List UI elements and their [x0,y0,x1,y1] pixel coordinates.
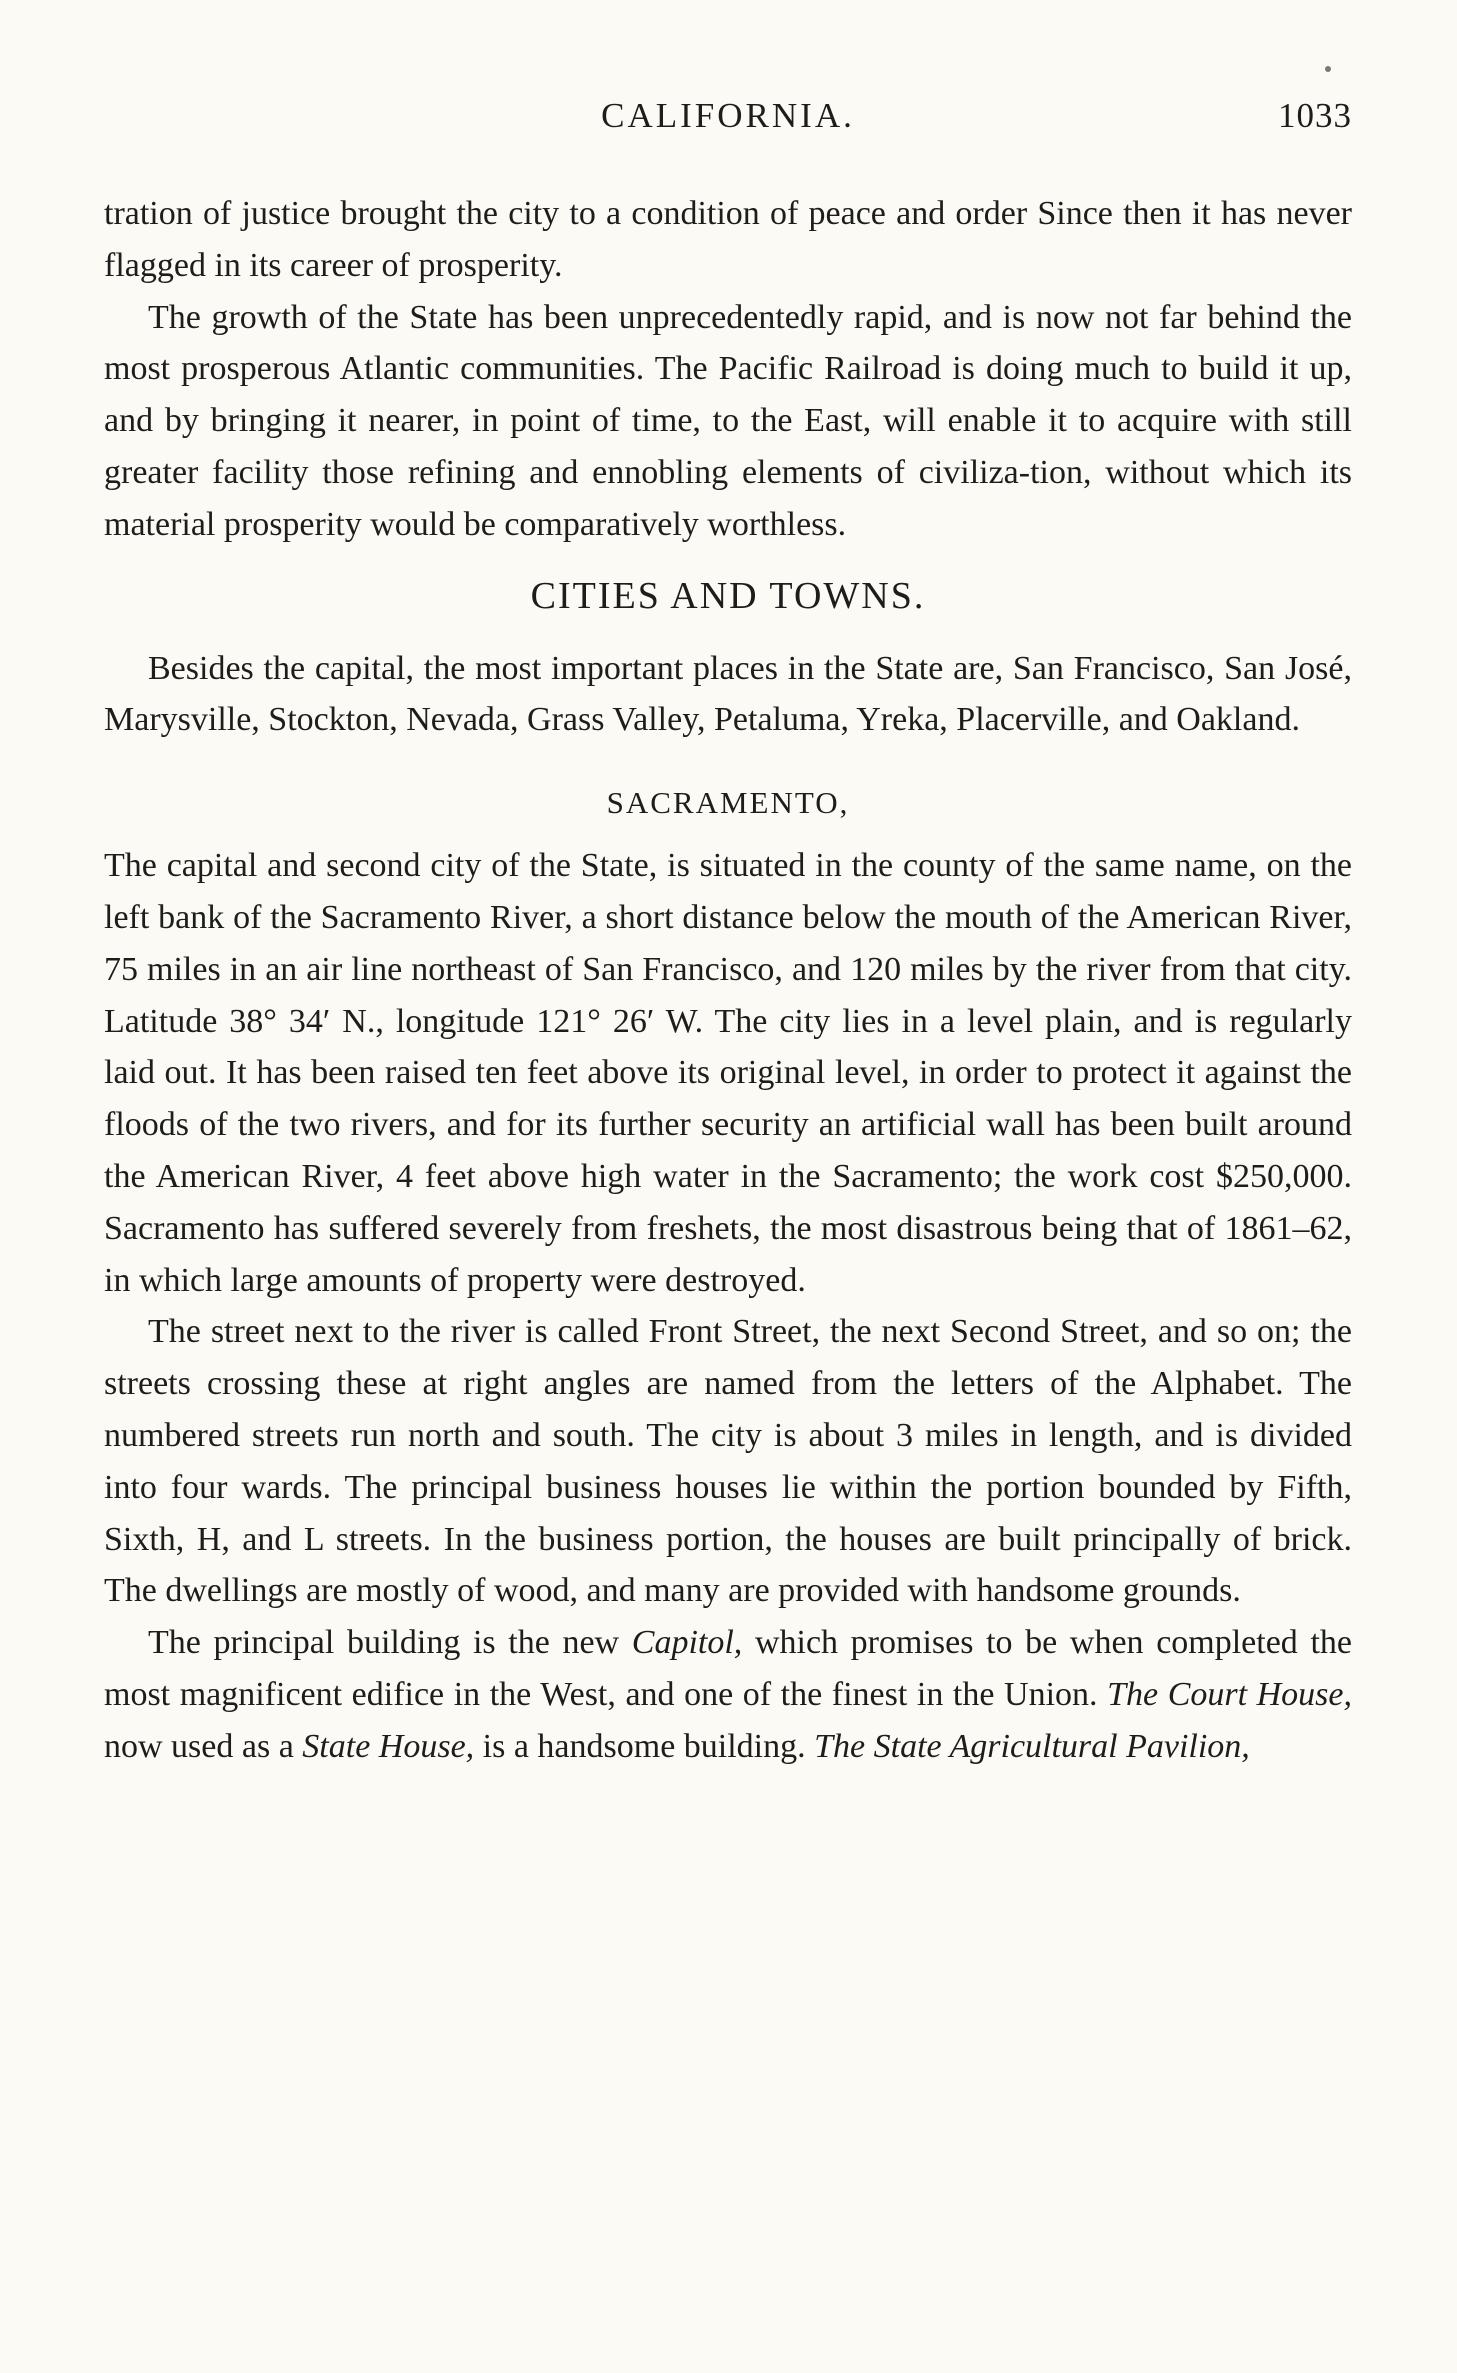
page-number: 1033 [1278,96,1352,135]
intro-paragraph-continued: tration of justice brought the city to a condition of peace and order Since then it has never flagged in its career of prosperity. [104,195,1352,284]
court-house-name: The Court House, [1107,1675,1353,1713]
capitol-name: Capitol, [631,1624,743,1662]
agricultural-pavilion-name: The State Agricultural Pavilion, [814,1727,1250,1765]
state-house-name: State House, [302,1727,475,1765]
sacramento-paragraph-description: The capital and second city of the State, is situated in the county of the same name, on the left bank of the Sacramento River, a short distance below the mouth of the American River, 75 miles in an air line northeast of San Francisco, and 120 miles by the river from that city. Latitude 38° 34′ N., longitude 121° 26′ W. The city lies in a level plain, and is regularly laid out. It has been raised ten feet above its original level, in order to protect it against the floods of the two rivers, and for its further security an artificial wall has been built around the American River, 4 feet above high water in the Sacramento; the work cost $250,000. Sacramento has suffered severely from freshets, the most disastrous being that of 1861–62, in which large amounts of property were destroyed. [104,847,1352,1299]
sacramento-paragraph-streets: The street next to the river is called Front Street, the next Second Street, and so on; the streets crossing these at right angles are named from the letters of the Alphabet. The numbered streets run north and south. The city is about 3 miles in length, and is divided into four wards. The principal business houses lie within the portion bounded by Fifth, Sixth, H, and L streets. In the business portion, the houses are built principally of brick. The dwellings are mostly of wood, and many are provided with handsome grounds. [104,1313,1352,1610]
running-title: CALIFORNIA. [601,96,855,135]
section-heading-cities: CITIES AND TOWNS. [530,574,926,617]
buildings-text-4: is a handsome building. [474,1727,815,1765]
page-speck [1325,66,1331,72]
buildings-text-3: now used as a [104,1727,303,1765]
intro-paragraph-growth: The growth of the State has been unprecedentedly rapid, and is now not far behind the most prosperous Atlantic communities. The Pacific Railroad is doing much to build it up, and by bringing it nearer, in point of time, to the East, will enable it to acquire with still greater facility those refining and ennobling elements of civiliza-tion, without which its material prosperity would be comparatively worthless. [104,298,1352,543]
page-body [104,188,1352,1773]
buildings-text-1: The principal building is the new [148,1624,632,1662]
cities-paragraph: Besides the capital, the most important places in the State are, San Francisco, San José, Marysville, Stockton, Nevada, Grass Valley, Petaluma, Yreka, Placerville, and Oakland. [104,649,1352,739]
sacramento-paragraph-buildings [104,1617,1352,1772]
buildings-text-2: which promises to be when completed the most magnificent edifice in the West, and one of the finest in the Union. [104,1624,1352,1713]
page-header [104,96,1352,144]
section-heading-sacramento: SACRAMENTO, [606,785,850,821]
